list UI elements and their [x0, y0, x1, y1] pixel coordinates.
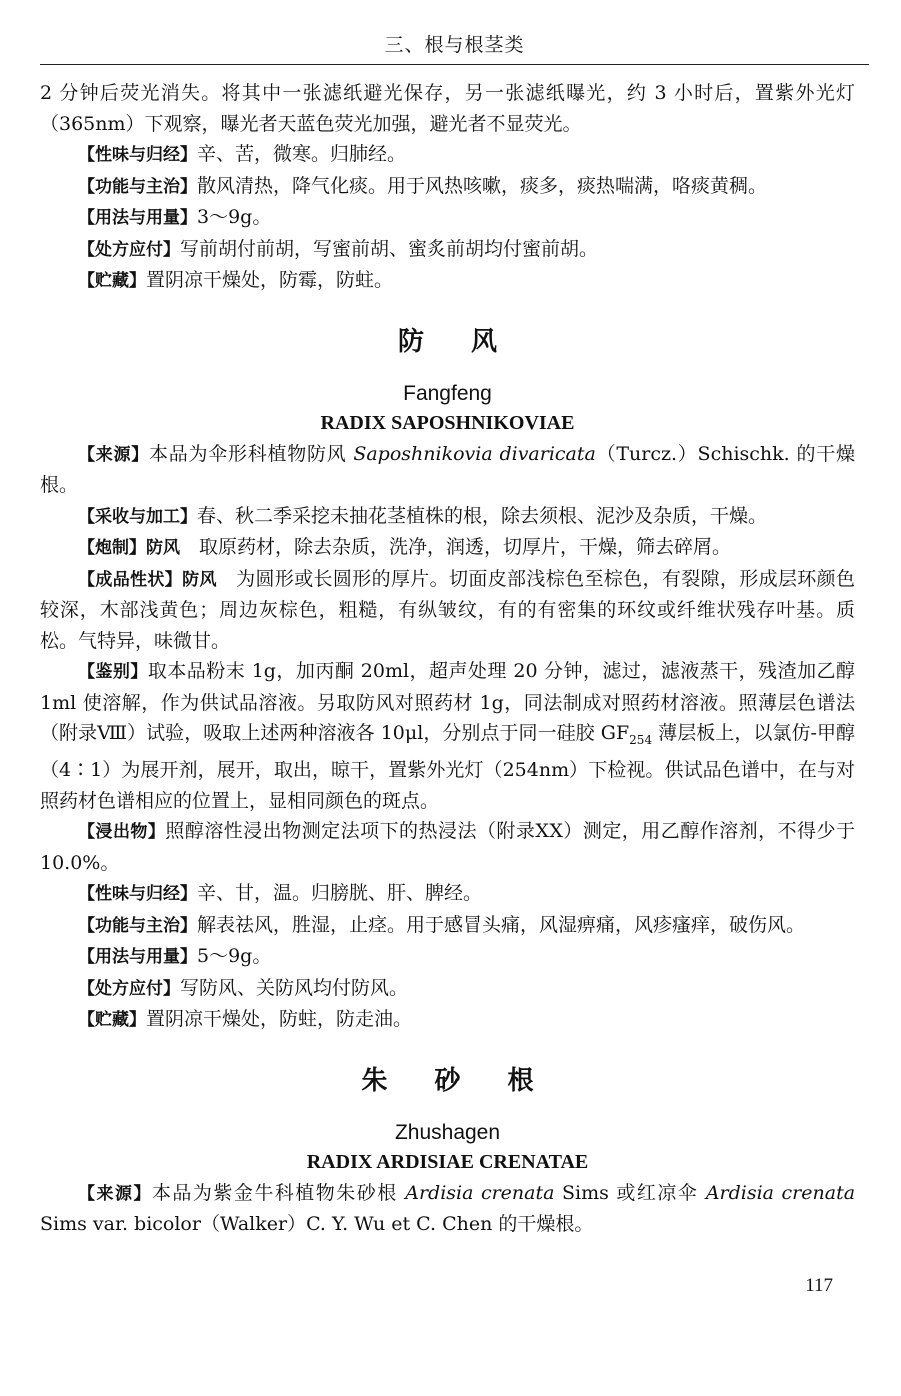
text: （Turcz.）Schischk. 的干燥根。	[40, 442, 855, 496]
fangfeng-source	[40, 439, 855, 501]
species-name: Ardisia crenata	[705, 1181, 856, 1204]
text: 解表祛风，胜湿，止痉。用于感冒头痛，风湿痹痛，风疹瘙痒，破伤风。	[197, 913, 806, 936]
sub-label: 防风	[182, 569, 217, 590]
text: 取原药材，除去杂质，洗净，润透，切厚片，干燥，筛去碎屑。	[180, 536, 732, 558]
species-name: Ardisia crenata	[405, 1181, 555, 1204]
fangfeng-dosage	[40, 941, 855, 973]
text: Sims 或红凉伞	[554, 1181, 706, 1204]
label: 【用法与用量】	[78, 947, 197, 968]
text: 本品为紫金牛科植物朱砂根	[151, 1181, 406, 1204]
page-header	[40, 0, 869, 65]
page-content	[40, 72, 855, 1240]
text: 为圆形或长圆形的厚片。切面皮部浅棕色至棕色，有裂隙，形成层环颜色较深，木部浅黄色；周边灰棕色，粗糙，有纵皱纹，有的有密集的环纹或纤维状残存叶基。质松。气特异，味微甘。	[40, 567, 856, 652]
continuation-paragraph: 2 分钟后荧光消失。将其中一张滤纸避光保存，另一张滤纸曝光，约 3 小时后，置紫外光灯（365nm）下观察，曝光者天蓝色荧光加强，避光者不显荧光。	[40, 82, 855, 135]
sub-label: 防风	[146, 538, 180, 558]
text: 写防风、关防风均付防风。	[180, 976, 409, 999]
text: 写前胡付前胡，写蜜前胡、蜜炙前胡均付蜜前胡。	[180, 237, 599, 260]
qianhu-prescription	[40, 234, 855, 266]
subscript: 254	[629, 732, 653, 747]
label: 【成品性状】	[78, 569, 183, 590]
label: 【性味与归经】	[78, 884, 197, 905]
page-number: 117	[805, 1275, 833, 1296]
label: 【用法与用量】	[78, 208, 197, 228]
label: 【性味与归经】	[78, 145, 197, 165]
label: 【功能与主治】	[78, 176, 197, 197]
label: 【处方应付】	[78, 239, 180, 260]
fangfeng-harvest	[40, 501, 855, 533]
text: 照醇溶性浸出物测定法项下的热浸法（附录ⅩⅩ）测定，用乙醇作溶剂，不得少于 10.0%。	[40, 820, 856, 874]
qianhu-function	[40, 171, 855, 203]
fangfeng-prescription	[40, 973, 855, 1005]
fangfeng-identification	[40, 656, 855, 816]
text: 5～9g。	[197, 945, 272, 968]
latin-name-zhushagen: RADIX ARDISIAE CRENATAE	[306, 1150, 589, 1173]
zhushagen-source	[40, 1178, 855, 1240]
text: 置阴凉干燥处，防蛀，防走油。	[146, 1008, 413, 1031]
label: 【来源】	[78, 1183, 152, 1204]
section-title-zhushagen: 朱 砂 根	[361, 1065, 534, 1096]
text: 辛、苦，微寒。归肺经。	[197, 143, 407, 165]
latin-name-fangfeng: RADIX SAPOSHNIKOVIAE	[320, 411, 575, 434]
label: 【贮藏】	[78, 1010, 146, 1031]
text: 3～9g。	[197, 206, 272, 228]
qianhu-storage	[40, 265, 855, 297]
label: 【炮制】	[78, 538, 146, 558]
fangfeng-processing	[40, 532, 855, 564]
qianhu-dosage	[40, 202, 855, 234]
qianhu-nature	[40, 139, 855, 171]
text: Sims var. bicolor（Walker）C. Y. Wu et C. Chen 的干燥根。	[40, 1213, 594, 1236]
fangfeng-nature	[40, 878, 855, 910]
fangfeng-extract	[40, 816, 855, 878]
label: 【处方应付】	[78, 978, 180, 999]
fangfeng-storage	[40, 1004, 855, 1036]
pinyin-fangfeng: Fangfeng	[403, 381, 492, 405]
label: 【功能与主治】	[78, 915, 197, 936]
species-name: Saposhnikovia divaricata	[353, 442, 596, 465]
text: 取本品粉末 1g，加丙酮 20ml，超声处理 20 分钟，滤过，滤液蒸干，残渣加乙醇 1ml 使溶解，作为供试品溶液。另取防风对照药材 1g，同法制成对照药材溶液。照薄层色谱法（附录Ⅷ）试验，吸取上述两种溶液各 10μl，分别点于同一硅胶 GF	[40, 660, 856, 744]
fangfeng-product	[40, 564, 855, 657]
text: 置阴凉干燥处，防霉，防蛀。	[146, 269, 394, 291]
text: 散风清热，降气化痰。用于风热咳嗽，痰多，痰热喘满，咯痰黄稠。	[197, 174, 768, 197]
text: 辛、甘，温。归膀胱、肝、脾经。	[197, 882, 483, 905]
label: 【浸出物】	[78, 822, 166, 843]
header-title: 三、根与根茎类	[384, 34, 525, 56]
fangfeng-function	[40, 910, 855, 942]
pinyin-zhushagen: Zhushagen	[394, 1120, 501, 1144]
label: 【贮藏】	[78, 271, 146, 291]
text: 薄层板上，以氯仿-甲醇（4∶1）为展开剂，展开，取出，晾干，置紫外光灯（254nm）下检视。供试品色谱中，在与对照药材色谱相应的位置上，显相同颜色的斑点。	[40, 722, 855, 812]
label: 【采收与加工】	[78, 506, 197, 527]
label: 【鉴别】	[78, 662, 148, 682]
label: 【来源】	[78, 444, 150, 465]
text: 本品为伞形科植物防风	[149, 442, 354, 465]
text: 春、秋二季采挖未抽花茎植株的根，除去须根、泥沙及杂质，干燥。	[197, 504, 768, 527]
section-title-fangfeng: 防 风	[397, 326, 498, 357]
